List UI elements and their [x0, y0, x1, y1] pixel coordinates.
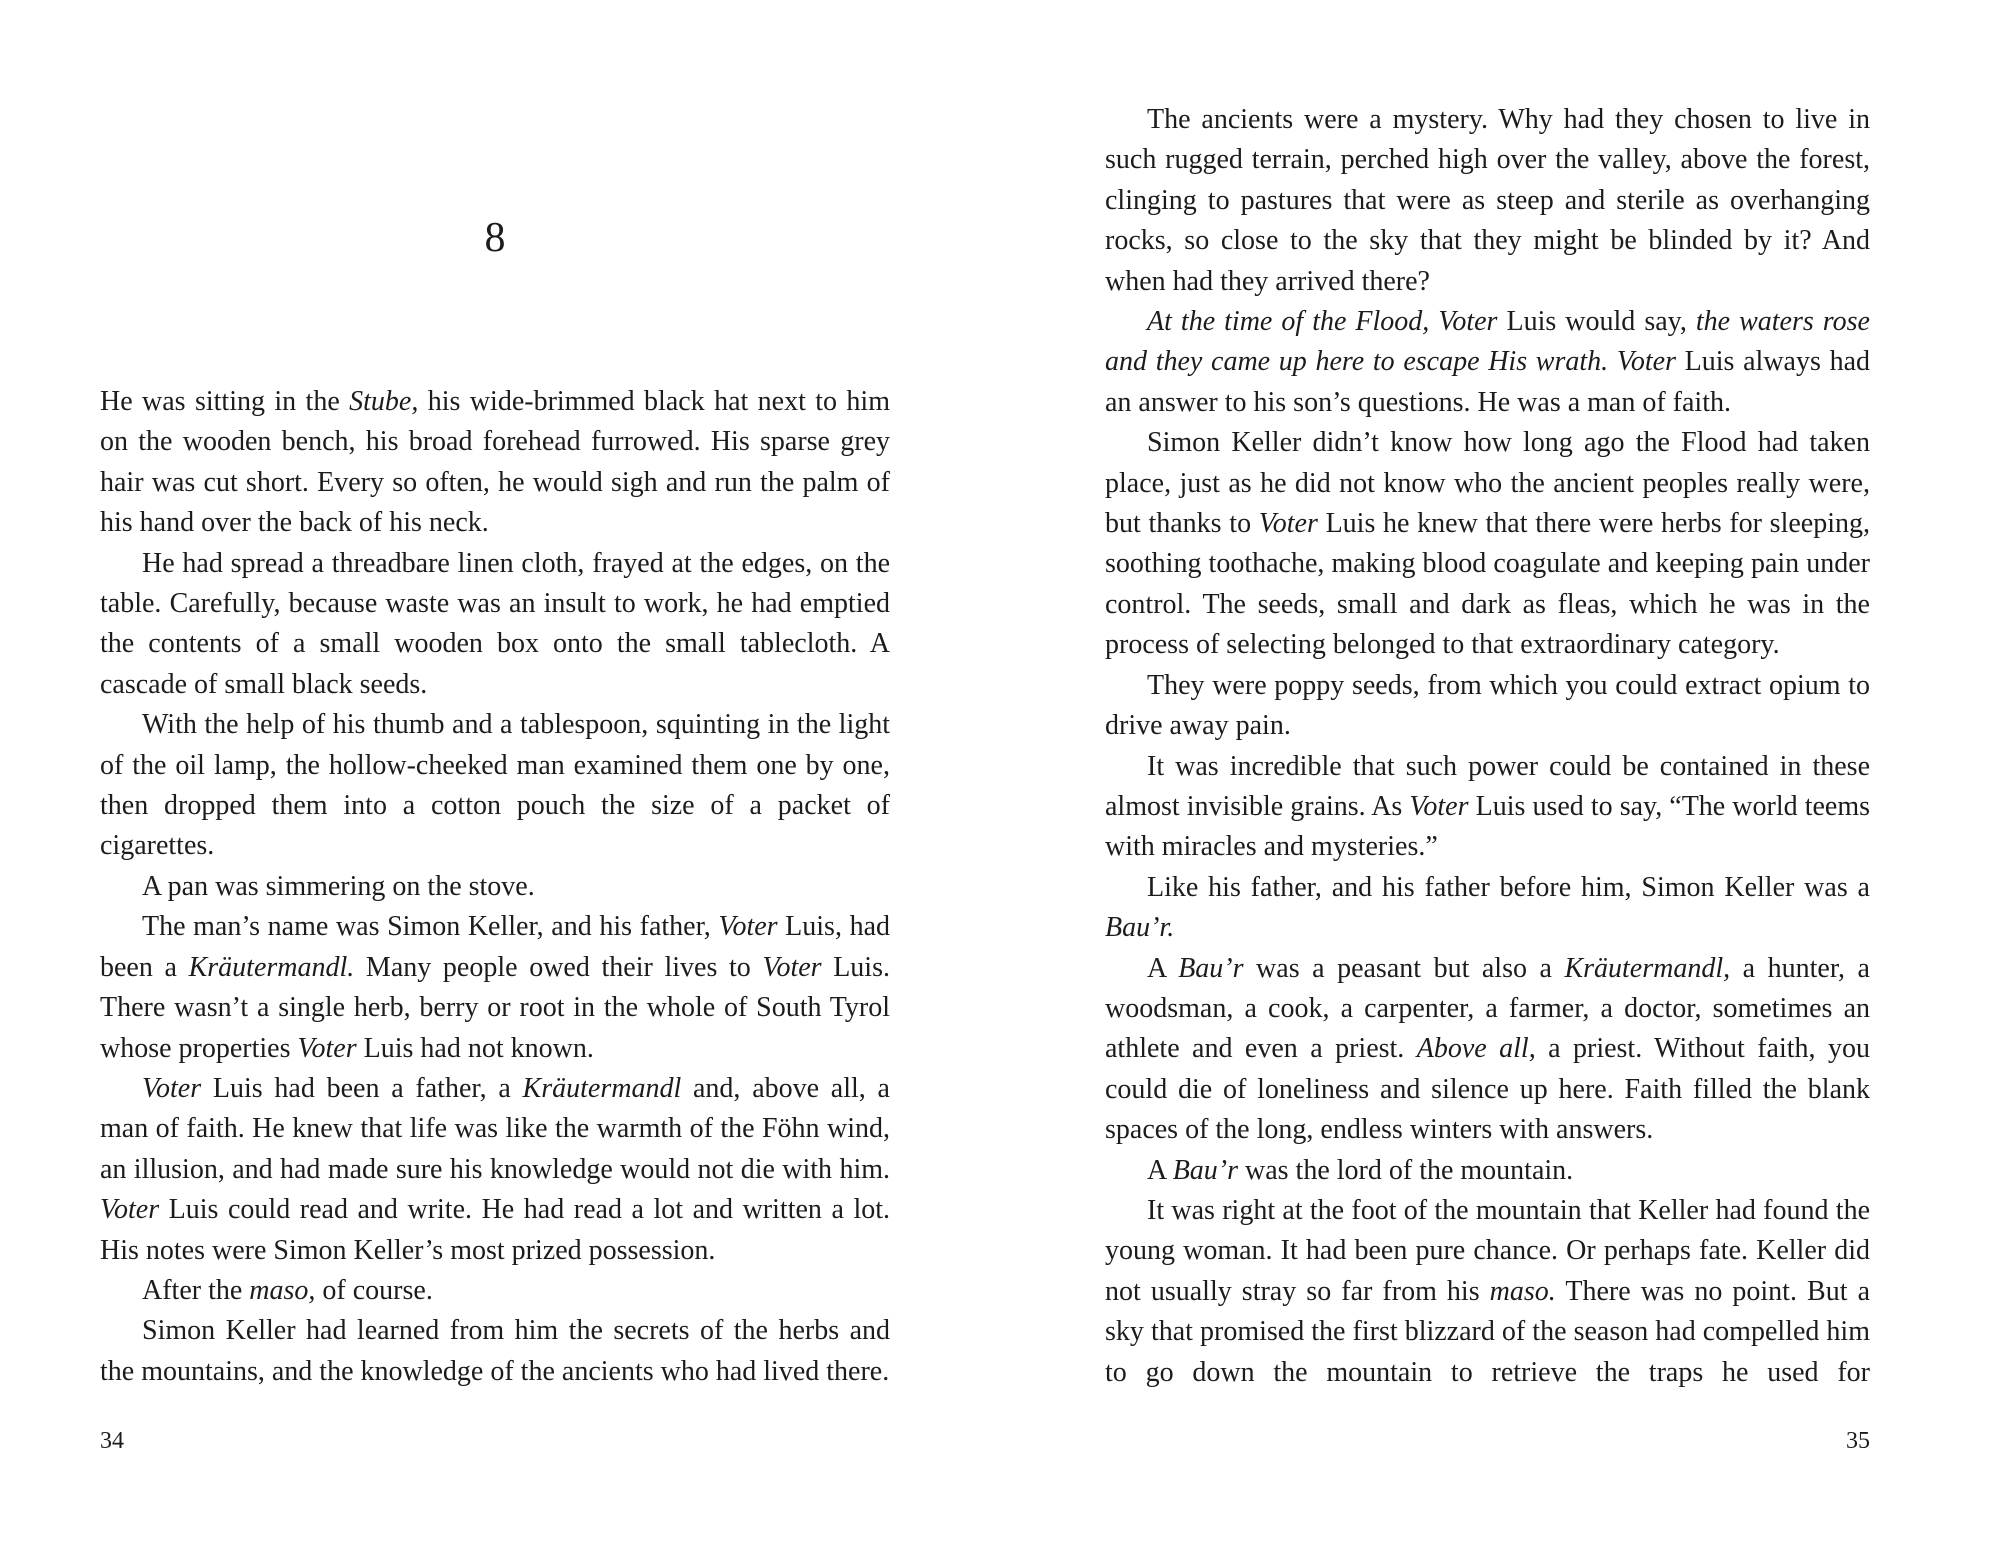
text-run: The ancients were a mystery. Why had they chosen to live in such rugged terrain, perched high over the valley, above the forest, clinging to pastures that were as steep and sterile as overhanging rocks, so close to the sky that they might be blinded by it? And when had they arrived there? — [1105, 104, 1870, 297]
text-run: Luis, had been a — [100, 911, 890, 983]
text-run: Luis had been a father, a — [201, 1072, 523, 1104]
text-run — [1608, 346, 1617, 377]
italic-text-run: the waters rose and they came up here to escape His wrath. — [1105, 306, 1870, 378]
text-run: A — [1147, 1154, 1173, 1186]
paragraph — [1105, 949, 1870, 1151]
text-run: They were poppy seeds, from which you could extract opium to drive away pain. — [1105, 669, 1870, 742]
text-run: Luis used to say, “The world teems with miracles and mysteries.” — [1105, 790, 1871, 863]
text-run: Simon Keller had learned from him the secrets of the herbs and the mountains, and the knowledge of the ancients who had lived there. — [100, 1315, 890, 1387]
paragraph — [100, 867, 890, 907]
text-run: A pan was simmering on the stove. — [142, 870, 535, 902]
italic-text-run: Bau’r — [1172, 1154, 1239, 1186]
paragraph — [1105, 1151, 1870, 1191]
paragraph — [1105, 302, 1870, 423]
text-run: With the help of his thumb and a tablespoon, squinting in the light of the oil lamp, the hollow-cheeked man examined them one by one, then dropped them into a cotton pouch the size of a packet of cigarettes. — [100, 709, 890, 862]
italic-text-run: maso. — [1489, 1275, 1556, 1307]
text-run: He was sitting in the — [100, 386, 350, 417]
text-run: There was no point. But a sky that promised the first blizzard of the season had compelled him to go down the mountain to retrieve the traps he used for — [1105, 1275, 1870, 1388]
italic-text-run: Kräutermandl, — [1564, 952, 1731, 984]
italic-text-run: Voter — [297, 1032, 357, 1064]
italic-text-run: At the time of the Flood, — [1147, 306, 1430, 338]
text-run: It was right at the foot of the mountain that Keller had found the young woman. It had been pure chance. Or perhaps fate. Keller did not usually stray so far from his — [1105, 1194, 1870, 1307]
text-run: A — [1147, 952, 1179, 984]
italic-text-run: Kräutermandl. — [188, 951, 355, 983]
paragraph — [1105, 423, 1870, 665]
italic-text-run: Stube, — [349, 386, 419, 417]
text-run: Luis he knew that there were herbs for sleeping, soothing toothache, making blood coagulate and keeping pain under control. The seeds, small and dark as fleas, which he was in the process of selecting belonged to that extraordinary category. — [1105, 508, 1870, 661]
text-run: Luis always had an answer to his son’s questions. He was a man of faith. — [1105, 346, 1870, 418]
left-page-body — [100, 382, 890, 1392]
italic-text-run: Voter — [1429, 306, 1498, 338]
paragraph — [1105, 868, 1870, 949]
italic-text-run: Voter — [1616, 346, 1676, 378]
text-run: Many people owed their lives to — [354, 951, 763, 983]
text-run: was the lord of the mountain. — [1238, 1154, 1574, 1186]
left-page — [100, 0, 890, 1547]
paragraph — [1105, 100, 1870, 302]
text-run: a hunter, a woodsman, a cook, a carpenter, a farmer, a doctor, sometimes an athlete and even a priest. — [1105, 952, 1870, 1065]
text-run: Luis. There wasn’t a single herb, berry or root in the whole of South Tyrol whose properties — [100, 951, 890, 1064]
text-run: The man’s name was Simon Keller, and his father, — [142, 911, 719, 943]
paragraph — [1105, 666, 1870, 747]
text-run: and, above all, a man of faith. He knew that life was like the warmth of the Föhn wind, an illusion, and had made sure his knowledge would not die with him. — [100, 1072, 890, 1185]
paragraph — [1105, 1191, 1870, 1393]
paragraph — [100, 1271, 890, 1311]
italic-text-run: Kräutermandl — [522, 1072, 682, 1104]
italic-text-run: Voter — [100, 1194, 160, 1226]
italic-text-run: Voter — [718, 911, 778, 943]
text-run: was a peasant but also a — [1243, 952, 1565, 984]
page-number: 34 — [100, 1428, 124, 1454]
italic-text-run: Bau’r. — [1105, 912, 1175, 944]
text-run: Like his father, and his father before him, Simon Keller was a — [1147, 871, 1870, 903]
paragraph — [100, 1311, 890, 1392]
italic-text-run: Voter — [142, 1072, 202, 1104]
italic-text-run: Voter — [1409, 790, 1469, 822]
paragraph — [1105, 747, 1870, 868]
text-run: of course. — [315, 1274, 433, 1306]
text-run: Luis could read and write. He had read a lot and written a lot. His notes were Simon Keller’s most prized possession. — [100, 1194, 890, 1266]
text-run: a priest. Without faith, you could die of loneliness and silence up here. Faith filled the blank spaces of the long, endless winters with answers. — [1105, 1033, 1870, 1146]
italic-text-run: maso, — [249, 1274, 316, 1306]
text-run: It was incredible that such power could be contained in these almost invisible grains. As — [1105, 750, 1870, 822]
italic-text-run: Voter — [1258, 508, 1318, 540]
text-run: Luis had not known. — [356, 1032, 594, 1064]
chapter-number: 8 — [484, 215, 506, 261]
text-run: his wide-brimmed black hat next to him on the wooden bench, his broad forehead furrowed. His sparse grey hair was cut short. Every so often, he would sigh and run the palm of his hand over the back of his neck. — [100, 386, 890, 539]
text-run: After the — [142, 1274, 250, 1306]
italic-text-run: Above all, — [1416, 1033, 1536, 1065]
page-number: 35 — [1846, 1428, 1870, 1454]
italic-text-run: Voter — [762, 951, 822, 983]
text-run: He had spread a threadbare linen cloth, frayed at the edges, on the table. Carefully, because waste was an insult to work, he had emptied the contents of a small wooden box onto the small tablecloth. A cascade of small black seeds. — [100, 547, 890, 700]
paragraph — [100, 544, 890, 706]
paragraph — [100, 382, 890, 544]
paragraph — [100, 705, 890, 867]
right-page — [1105, 0, 1870, 1547]
paragraph — [100, 907, 890, 1069]
text-run: Simon Keller didn’t know how long ago the Flood had taken place, just as he did not know who the ancient peoples really were, but thanks to — [1105, 427, 1870, 540]
text-run: Luis would say, — [1497, 306, 1696, 338]
italic-text-run: Bau’r — [1178, 952, 1244, 984]
paragraph — [100, 1069, 890, 1271]
right-page-body — [1105, 100, 1870, 1393]
